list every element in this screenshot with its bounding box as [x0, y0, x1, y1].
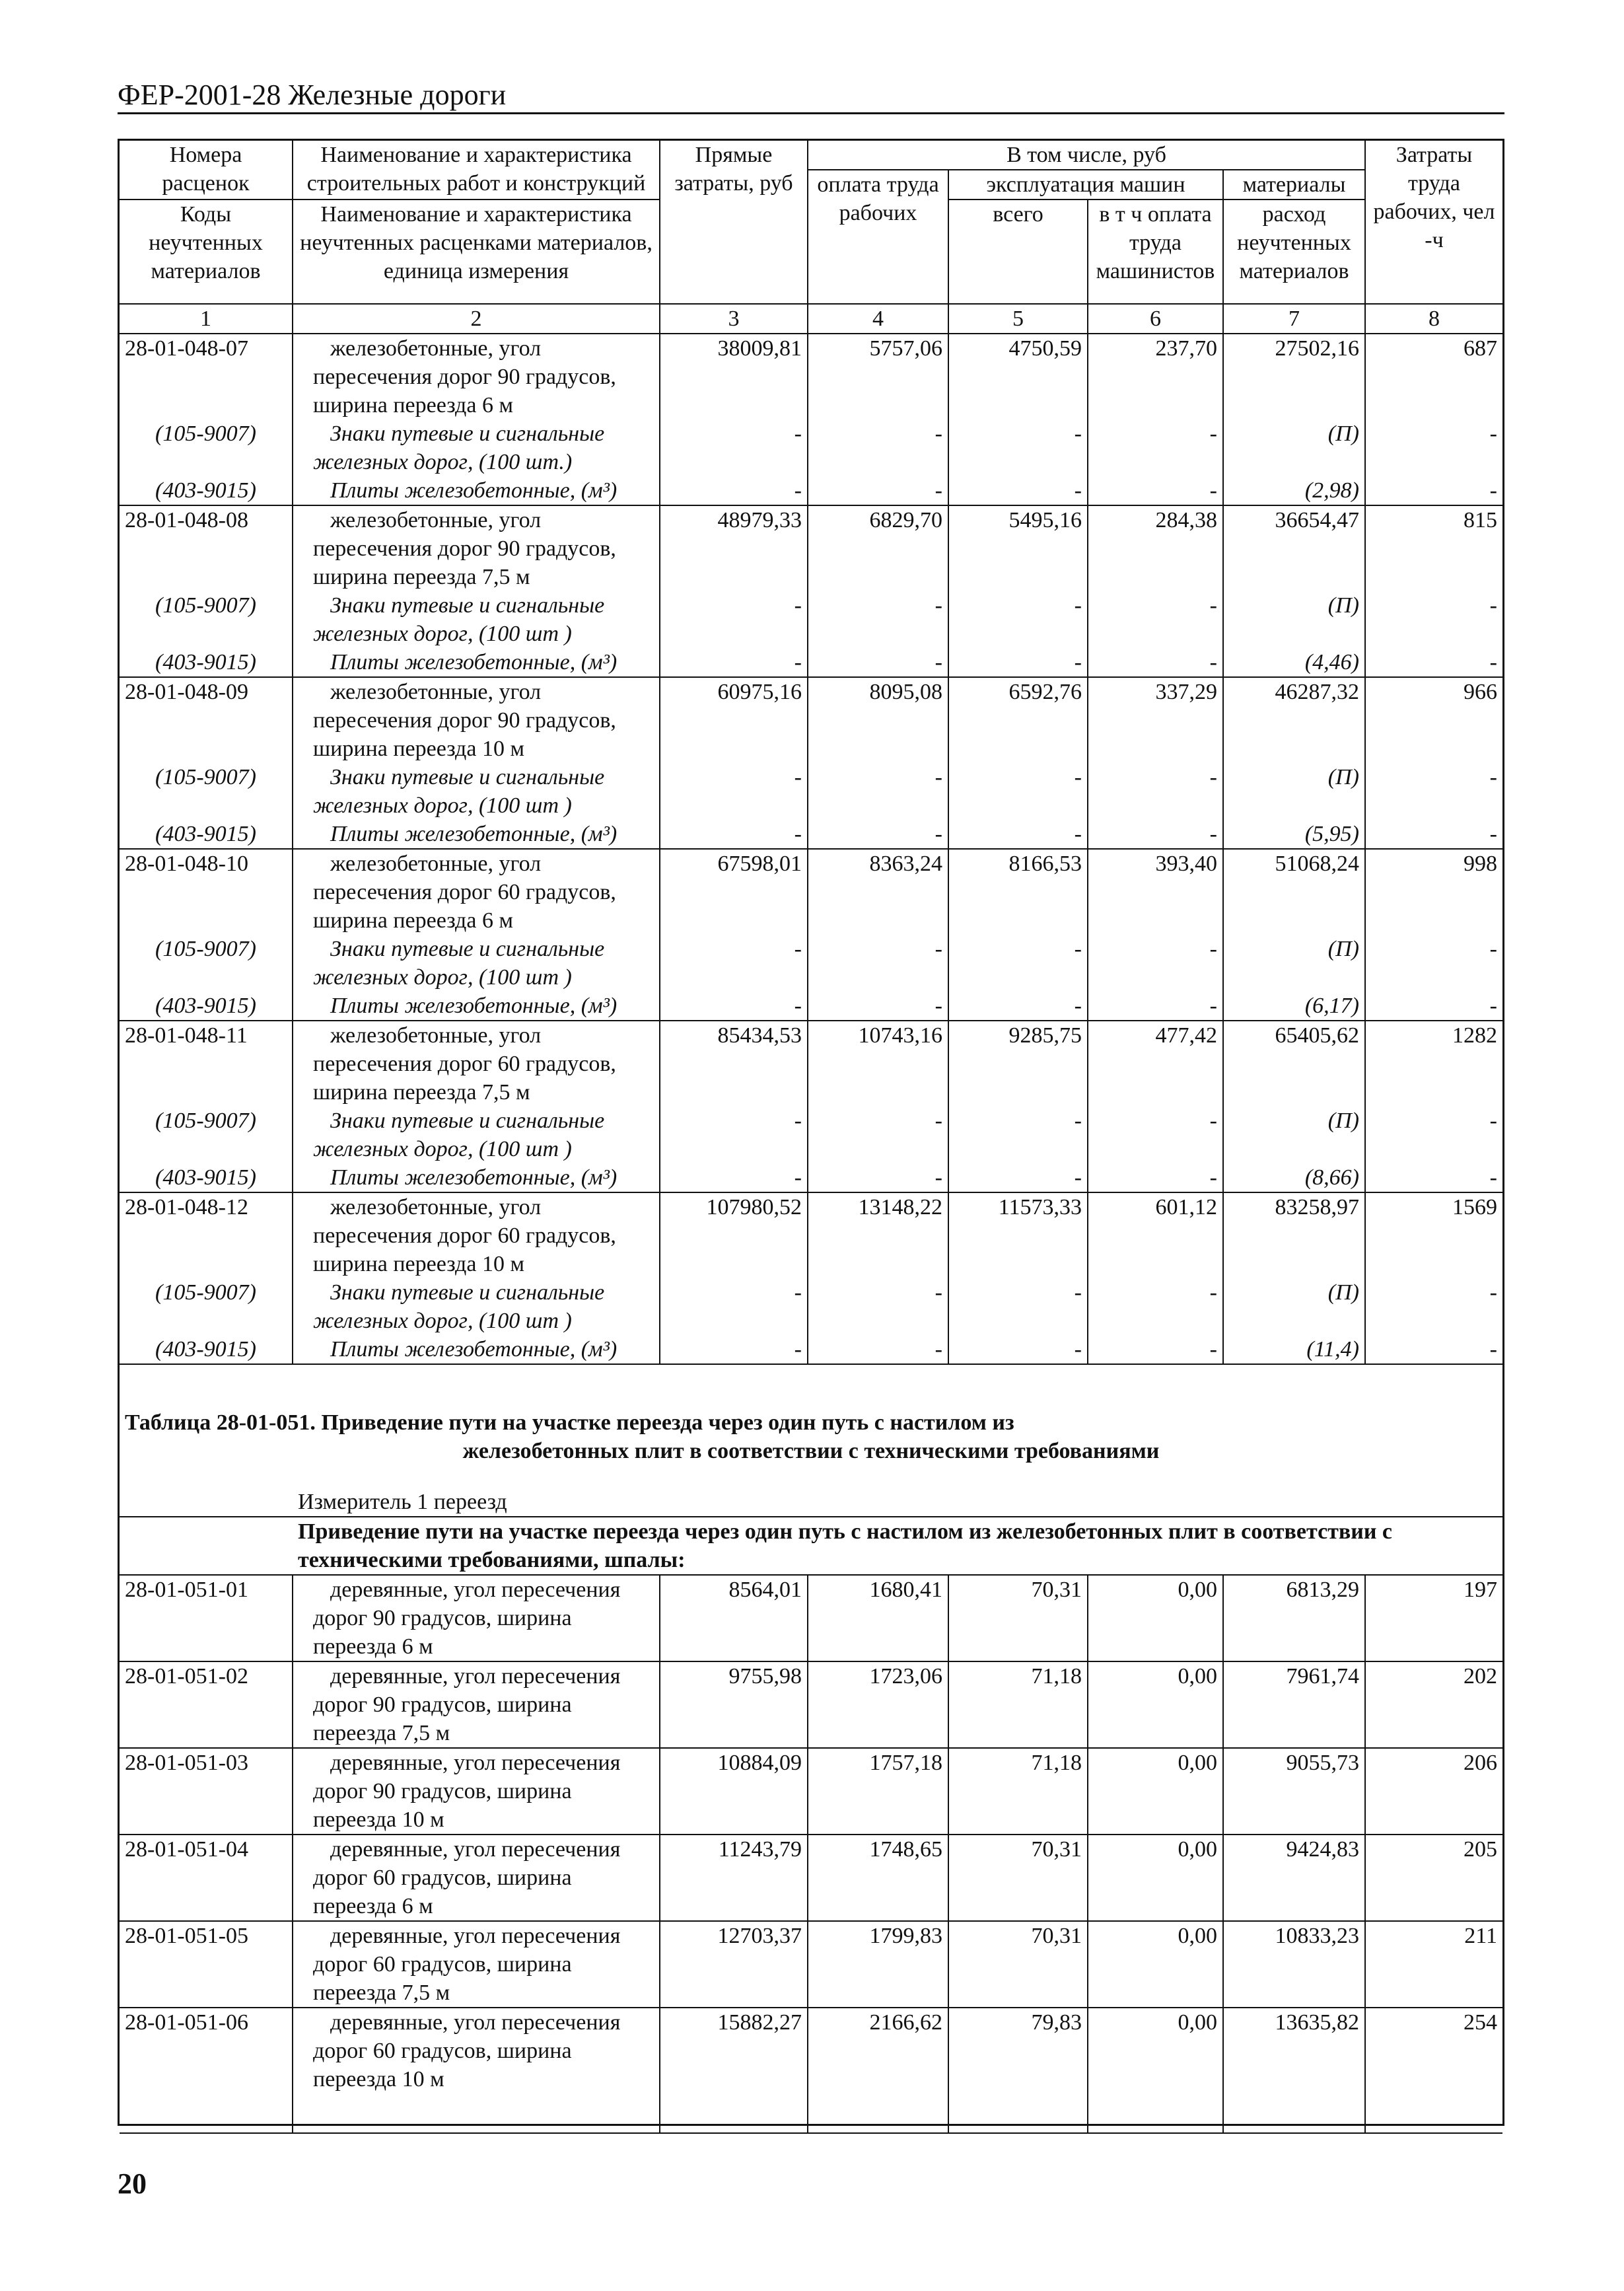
dash-value: - — [948, 591, 1088, 648]
cost-value: 393,40 — [1088, 849, 1223, 935]
dash-value: - — [1365, 992, 1502, 1021]
dash-value: - — [1489, 1109, 1497, 1133]
dash-value: - — [660, 992, 808, 1021]
column-numbers — [120, 304, 1502, 334]
material-row — [120, 476, 1502, 505]
dash-value: - — [948, 1107, 1088, 1163]
header-codes-bottom: Коды неучтенных материалов — [120, 200, 293, 304]
material-quantity: (5,95) — [1223, 820, 1365, 849]
dash-value: - — [948, 476, 1088, 505]
dash-value: - — [1088, 1278, 1223, 1335]
cost-value: 206 — [1365, 1748, 1502, 1835]
dash-value: - — [948, 820, 1088, 849]
material-row — [120, 1278, 1502, 1335]
material-row — [120, 419, 1502, 476]
dash-value: - — [660, 1335, 808, 1364]
material-name: Плиты железобетонные, (м³) — [293, 820, 660, 849]
material-name: Знаки путевые и сигнальные железных дорог, (100 шт ) — [293, 763, 660, 820]
material-quantity: (П) — [1223, 1107, 1365, 1163]
dash-value: - — [808, 1278, 948, 1335]
material-name: Плиты железобетонные, (м³) — [293, 992, 660, 1021]
cost-value: 70,31 — [948, 1575, 1088, 1661]
cost-value: 202 — [1365, 1661, 1502, 1748]
material-quantity: (6,17) — [1223, 992, 1365, 1021]
material-quantity: (П) — [1223, 763, 1365, 820]
table-row — [120, 1748, 1502, 1835]
dash-value: - — [1365, 1163, 1502, 1192]
header-name-bottom: Наименование и характеристика неучтенных расценками материалов, единица измерения — [293, 200, 660, 304]
rate-code: 28-01-048-10 — [120, 849, 293, 935]
header-materials-sub: расход неучтенных материалов — [1223, 200, 1365, 304]
dash-value: - — [808, 935, 948, 992]
cost-value: 5757,06 — [808, 334, 948, 419]
table2-section-name: Приведение пути на участке переезда через один путь с настилом из железобетонных плит в соответствии с техническими требованиями, шпалы: — [293, 1517, 1502, 1575]
rate-code: 28-01-051-02 — [120, 1661, 293, 1748]
material-quantity: (П) — [1223, 419, 1365, 476]
cost-value: 337,29 — [1088, 677, 1223, 763]
work-description: деревянные, угол пересечения дорог 90 градусов, ширина переезда 6 м — [293, 1575, 660, 1661]
dash-value: - — [1088, 419, 1223, 476]
header-labor-costs: Затраты труда рабочих, чел -ч — [1365, 141, 1502, 304]
dash-value: - — [1365, 476, 1502, 505]
dash-value: - — [1088, 1163, 1223, 1192]
cost-value: 27502,16 — [1223, 334, 1365, 419]
cost-value: 70,31 — [948, 1835, 1088, 1921]
cost-value: 6813,29 — [1223, 1575, 1365, 1661]
cost-value: 477,42 — [1088, 1021, 1223, 1107]
dash-value: - — [1489, 593, 1497, 618]
cost-value: 1569 — [1365, 1192, 1502, 1278]
dash-value: - — [1489, 1280, 1497, 1305]
work-description: деревянные, угол пересечения дорог 90 градусов, ширина переезда 7,5 м — [293, 1661, 660, 1748]
dash-value: - — [948, 648, 1088, 677]
table-row — [120, 505, 1502, 591]
cost-value: 197 — [1365, 1575, 1502, 1661]
work-description: деревянные, угол пересечения дорог 90 градусов, ширина переезда 10 м — [293, 1748, 660, 1835]
cost-value: 1282 — [1365, 1021, 1502, 1107]
material-code: (105-9007) — [120, 935, 293, 992]
cost-value: 205 — [1365, 1835, 1502, 1921]
dash-value: - — [808, 591, 948, 648]
header-direct-costs: Прямые затраты, руб — [660, 141, 808, 304]
work-description: железобетонные, угол пересечения дорог 90 градусов, ширина переезда 10 м — [293, 677, 660, 763]
work-description: железобетонные, угол пересечения дорог 90 градусов, ширина переезда 6 м — [293, 334, 660, 419]
cost-value: 601,12 — [1088, 1192, 1223, 1278]
dash-value: - — [1088, 1107, 1223, 1163]
dash-value: - — [660, 476, 808, 505]
header-labor-pay: оплата труда рабочих — [808, 170, 948, 304]
table2-meter: Измеритель 1 переезд — [293, 1488, 1502, 1517]
table-row — [120, 334, 1502, 419]
material-name: Знаки путевые и сигнальные железных дорог, (100 шт.) — [293, 419, 660, 476]
material-row — [120, 591, 1502, 648]
rate-code: 28-01-048-11 — [120, 1021, 293, 1107]
material-code: (403-9015) — [120, 992, 293, 1021]
dash-value: - — [660, 820, 808, 849]
running-head: ФЕР-2001-28 Железные дороги — [118, 78, 1504, 114]
material-code: (105-9007) — [120, 419, 293, 476]
cost-value: 12703,37 — [660, 1921, 808, 2008]
cost-value: 254 — [1365, 2008, 1502, 2133]
material-name: Плиты железобетонные, (м³) — [293, 1335, 660, 1364]
header-machine-driver: в т ч оплата труда машинистов — [1088, 200, 1223, 304]
cost-value: 60975,16 — [660, 677, 808, 763]
dash-value: - — [808, 1163, 948, 1192]
rate-code: 28-01-051-01 — [120, 1575, 293, 1661]
cost-value: 85434,53 — [660, 1021, 808, 1107]
cost-value: 0,00 — [1088, 1921, 1223, 2008]
material-code: (403-9015) — [120, 476, 293, 505]
cost-value: 11573,33 — [948, 1192, 1088, 1278]
dash-value: - — [1088, 992, 1223, 1021]
dash-value: - — [948, 1335, 1088, 1364]
cost-value: 10833,23 — [1223, 1921, 1365, 2008]
dash-value: - — [1489, 937, 1497, 961]
cost-value: 70,31 — [948, 1921, 1088, 2008]
dash-value: - — [948, 763, 1088, 820]
page-number: 20 — [118, 2167, 147, 2200]
dash-value: - — [660, 1107, 808, 1163]
table-row — [120, 1835, 1502, 1921]
work-description: деревянные, угол пересечения дорог 60 градусов, ширина переезда 10 м — [293, 2008, 660, 2133]
cost-value: 284,38 — [1088, 505, 1223, 591]
material-row — [120, 763, 1502, 820]
cost-value: 0,00 — [1088, 1835, 1223, 1921]
dash-value: - — [1088, 591, 1223, 648]
material-name: Знаки путевые и сигнальные железных дорог, (100 шт ) — [293, 1107, 660, 1163]
table-row — [120, 2008, 1502, 2133]
column-number: 5 — [948, 304, 1088, 334]
cost-value: 38009,81 — [660, 334, 808, 419]
cost-value: 11243,79 — [660, 1835, 808, 1921]
cost-value: 1723,06 — [808, 1661, 948, 1748]
cost-value: 9424,83 — [1223, 1835, 1365, 1921]
cost-value: 815 — [1365, 505, 1502, 591]
header-machine: эксплуатация машин — [948, 170, 1223, 200]
material-code: (403-9015) — [120, 1335, 293, 1364]
dash-value: - — [660, 763, 808, 820]
dash-value: - — [948, 1278, 1088, 1335]
header-materials: материалы — [1223, 170, 1365, 200]
cost-value: 4750,59 — [948, 334, 1088, 419]
column-number: 8 — [1365, 304, 1502, 334]
material-quantity: (4,46) — [1223, 648, 1365, 677]
dash-value: - — [1088, 1335, 1223, 1364]
dash-value: - — [808, 763, 948, 820]
material-quantity: (8,66) — [1223, 1163, 1365, 1192]
dash-value: - — [1365, 820, 1502, 849]
material-code: (403-9015) — [120, 820, 293, 849]
cost-value: 0,00 — [1088, 2008, 1223, 2133]
price-table-frame — [118, 139, 1504, 2126]
rate-code: 28-01-048-09 — [120, 677, 293, 763]
price-table — [120, 141, 1502, 2134]
material-row — [120, 648, 1502, 677]
cost-value: 9055,73 — [1223, 1748, 1365, 1835]
table2-title-line2: железобетонных плит в соответствии с техническими требованиями — [462, 1439, 1160, 1463]
cost-value: 8095,08 — [808, 677, 948, 763]
cost-value: 65405,62 — [1223, 1021, 1365, 1107]
cost-value: 0,00 — [1088, 1661, 1223, 1748]
cost-value: 51068,24 — [1223, 849, 1365, 935]
material-name: Знаки путевые и сигнальные железных дорог, (100 шт ) — [293, 935, 660, 992]
dash-value: - — [1489, 765, 1497, 789]
cost-value: 1748,65 — [808, 1835, 948, 1921]
table-row — [120, 1575, 1502, 1661]
work-description: деревянные, угол пересечения дорог 60 градусов, ширина переезда 7,5 м — [293, 1921, 660, 2008]
cost-value: 7961,74 — [1223, 1661, 1365, 1748]
material-name: Плиты железобетонные, (м³) — [293, 476, 660, 505]
cost-value: 9285,75 — [948, 1021, 1088, 1107]
table-row — [120, 1921, 1502, 2008]
cost-value: 36654,47 — [1223, 505, 1365, 591]
cost-value: 211 — [1365, 1921, 1502, 2008]
material-code: (105-9007) — [120, 1278, 293, 1335]
column-number: 1 — [120, 304, 293, 334]
dash-value: - — [948, 935, 1088, 992]
material-name: Знаки путевые и сигнальные железных дорог, (100 шт ) — [293, 591, 660, 648]
table-header — [120, 141, 1502, 334]
table2-block — [120, 1364, 1502, 1575]
dash-value: - — [660, 1163, 808, 1192]
material-quantity: (2,98) — [1223, 476, 1365, 505]
dash-value: - — [1088, 820, 1223, 849]
work-description: железобетонные, угол пересечения дорог 60 градусов, ширина переезда 10 м — [293, 1192, 660, 1278]
material-quantity: (П) — [1223, 591, 1365, 648]
column-number: 7 — [1223, 304, 1365, 334]
cost-value: 8166,53 — [948, 849, 1088, 935]
material-quantity: (П) — [1223, 935, 1365, 992]
dash-value: - — [1489, 421, 1497, 446]
work-description: железобетонные, угол пересечения дорог 60 градусов, ширина переезда 7,5 м — [293, 1021, 660, 1107]
dash-value: - — [948, 419, 1088, 476]
table-row — [120, 1021, 1502, 1107]
material-code: (105-9007) — [120, 1107, 293, 1163]
dash-value: - — [1088, 648, 1223, 677]
dash-value: - — [1088, 763, 1223, 820]
dash-value: - — [808, 476, 948, 505]
dash-value: - — [1365, 648, 1502, 677]
material-quantity: (П) — [1223, 1278, 1365, 1335]
cost-value: 79,83 — [948, 2008, 1088, 2133]
dash-value: - — [660, 419, 808, 476]
material-code: (105-9007) — [120, 763, 293, 820]
rate-code: 28-01-051-03 — [120, 1748, 293, 1835]
cost-value: 1799,83 — [808, 1921, 948, 2008]
dash-value: - — [948, 992, 1088, 1021]
rate-code: 28-01-048-08 — [120, 505, 293, 591]
cost-value: 687 — [1365, 334, 1502, 419]
material-name: Знаки путевые и сигнальные железных дорог, (100 шт ) — [293, 1278, 660, 1335]
dash-value: - — [1365, 1335, 1502, 1364]
material-code: (403-9015) — [120, 648, 293, 677]
dash-value: - — [660, 935, 808, 992]
cost-value: 8363,24 — [808, 849, 948, 935]
material-row — [120, 992, 1502, 1021]
table-rows-b — [120, 1575, 1502, 2133]
dash-value: - — [660, 1278, 808, 1335]
cost-value: 5495,16 — [948, 505, 1088, 591]
header-codes-top: Номера расценок — [120, 141, 293, 200]
material-name: Плиты железобетонные, (м³) — [293, 648, 660, 677]
material-row — [120, 935, 1502, 992]
cost-value: 71,18 — [948, 1748, 1088, 1835]
dash-value: - — [808, 419, 948, 476]
cost-value: 237,70 — [1088, 334, 1223, 419]
table-row — [120, 1192, 1502, 1278]
work-description: железобетонные, угол пересечения дорог 90 градусов, ширина переезда 7,5 м — [293, 505, 660, 591]
rate-code: 28-01-048-07 — [120, 334, 293, 419]
dash-value: - — [660, 648, 808, 677]
table-row — [120, 849, 1502, 935]
table2-title-line1: Таблица 28-01-051. Приведение пути на участке переезда через один путь с настилом из — [125, 1410, 1014, 1435]
column-number: 2 — [293, 304, 660, 334]
dash-value: - — [808, 1107, 948, 1163]
cost-value: 10743,16 — [808, 1021, 948, 1107]
cost-value: 107980,52 — [660, 1192, 808, 1278]
material-row — [120, 1163, 1502, 1192]
rate-code: 28-01-051-05 — [120, 1921, 293, 2008]
table-rows-a — [120, 334, 1502, 1364]
cost-value: 1680,41 — [808, 1575, 948, 1661]
work-description: деревянные, угол пересечения дорог 60 градусов, ширина переезда 6 м — [293, 1835, 660, 1921]
header-machine-total: всего — [948, 200, 1088, 304]
cost-value: 966 — [1365, 677, 1502, 763]
dash-value: - — [808, 648, 948, 677]
dash-value: - — [808, 820, 948, 849]
column-number: 6 — [1088, 304, 1223, 334]
cost-value: 15882,27 — [660, 2008, 808, 2133]
cost-value: 13148,22 — [808, 1192, 948, 1278]
dash-value: - — [948, 1163, 1088, 1192]
cost-value: 2166,62 — [808, 2008, 948, 2133]
dash-value: - — [1088, 935, 1223, 992]
work-description: железобетонные, угол пересечения дорог 60 градусов, ширина переезда 6 м — [293, 849, 660, 935]
rate-code: 28-01-048-12 — [120, 1192, 293, 1278]
dash-value: - — [808, 992, 948, 1021]
cost-value: 1757,18 — [808, 1748, 948, 1835]
cost-value: 0,00 — [1088, 1575, 1223, 1661]
header-including: В том числе, руб — [808, 141, 1365, 170]
material-code: (105-9007) — [120, 591, 293, 648]
cost-value: 9755,98 — [660, 1661, 808, 1748]
cost-value: 13635,82 — [1223, 2008, 1365, 2133]
header-name-top: Наименование и характеристика строительных работ и конструкций — [293, 141, 660, 200]
cost-value: 6592,76 — [948, 677, 1088, 763]
column-number: 3 — [660, 304, 808, 334]
dash-value: - — [808, 1335, 948, 1364]
cost-value: 6829,70 — [808, 505, 948, 591]
material-row — [120, 820, 1502, 849]
dash-value: - — [1088, 476, 1223, 505]
table-row — [120, 677, 1502, 763]
rate-code: 28-01-051-06 — [120, 2008, 293, 2133]
cost-value: 8564,01 — [660, 1575, 808, 1661]
cost-value: 48979,33 — [660, 505, 808, 591]
cost-value: 67598,01 — [660, 849, 808, 935]
cost-value: 46287,32 — [1223, 677, 1365, 763]
material-quantity: (11,4) — [1223, 1335, 1365, 1364]
cost-value: 998 — [1365, 849, 1502, 935]
cost-value: 0,00 — [1088, 1748, 1223, 1835]
material-row — [120, 1335, 1502, 1364]
column-number: 4 — [808, 304, 948, 334]
rate-code: 28-01-051-04 — [120, 1835, 293, 1921]
cost-value: 83258,97 — [1223, 1192, 1365, 1278]
cost-value: 71,18 — [948, 1661, 1088, 1748]
dash-value: - — [660, 591, 808, 648]
material-name: Плиты железобетонные, (м³) — [293, 1163, 660, 1192]
material-row — [120, 1107, 1502, 1163]
material-code: (403-9015) — [120, 1163, 293, 1192]
table-row — [120, 1661, 1502, 1748]
cost-value: 10884,09 — [660, 1748, 808, 1835]
